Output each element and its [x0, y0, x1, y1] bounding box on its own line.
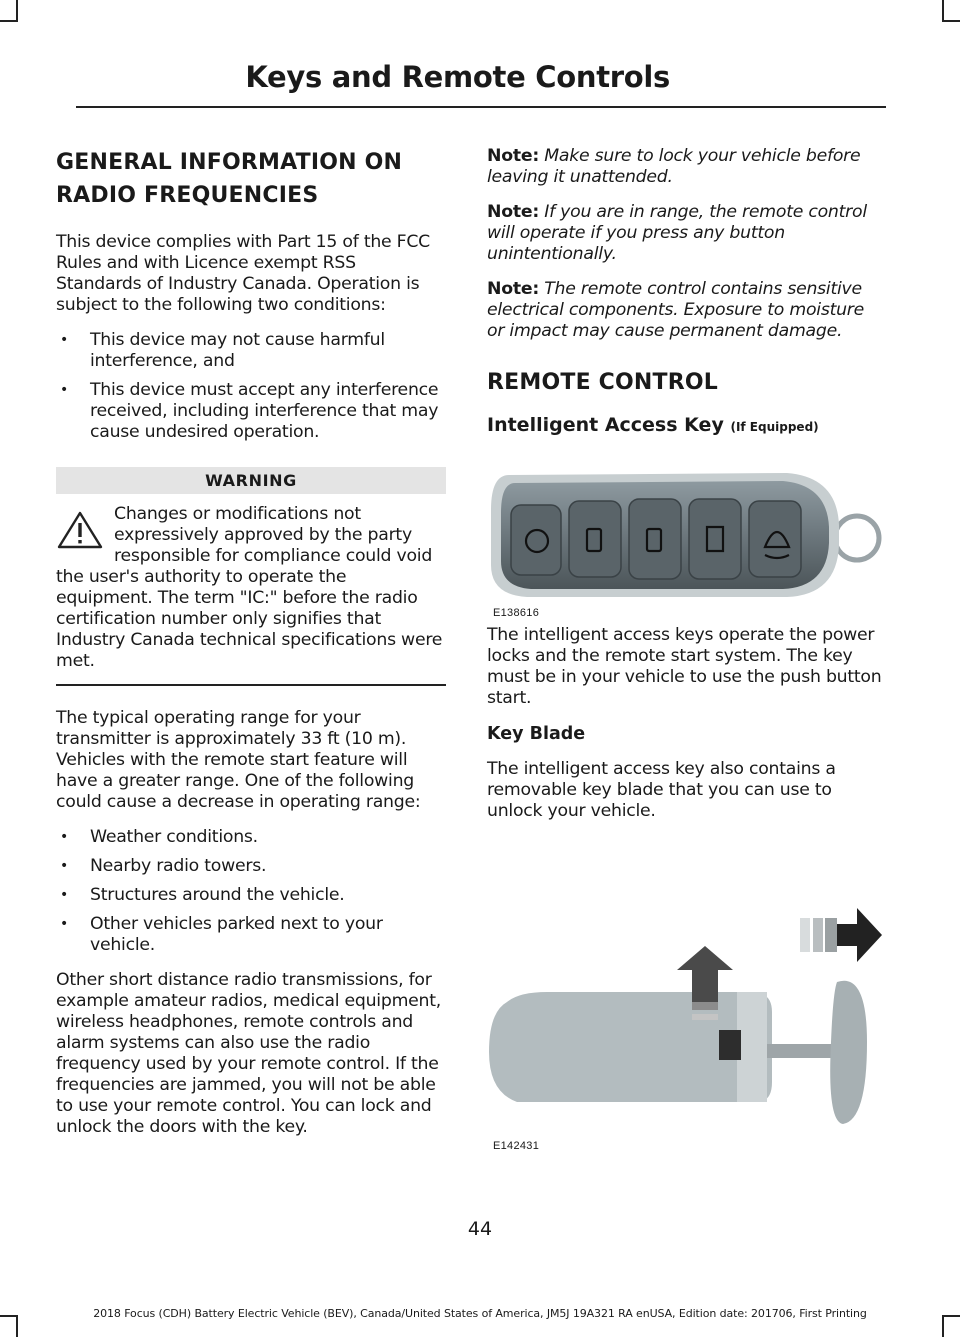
range-paragraph: The typical operating range for your transmitter is approximately 33 ft (10 m). Vehicles with the remote start feature will have a greater range. One of the following could cause a decrease in operating range: [56, 708, 421, 812]
list-item: • This device must accept any interference received, including interference that may cause undesired operation. [56, 380, 446, 443]
crop-mark [16, 0, 18, 22]
left-column [56, 146, 446, 1152]
list-item: • Nearby radio towers. [56, 856, 446, 877]
note-text: Make sure to lock your vehicle before leaving it unattended. [487, 146, 861, 187]
note-range [487, 202, 882, 265]
conditions-list [56, 330, 446, 443]
crop-mark [942, 0, 944, 22]
page-number: 44 [467, 1218, 493, 1240]
note-components [487, 279, 882, 342]
warning-box [56, 504, 446, 686]
warning-text: Changes or modifications not expressively approved by the party responsible for compliance could void the user's authority to operate the equipment. The term "IC:" before the radio certification number only signifies that Industry Canada technical specifications were met. [56, 504, 443, 671]
header-divider [76, 106, 886, 108]
closing-paragraph: Other short distance radio transmissions, for example amateur radios, medical equipment, wireless headphones, remote controls and alarm systems can also use the radio frequency used by your remote control. If the frequencies are jammed, you will not be able to use your remote control. You can lock and unlock the doors with the key. [56, 970, 442, 1137]
note-label: Note: [487, 279, 539, 299]
list-item: • Other vehicles parked next to your vehicle. [56, 914, 446, 956]
section-heading-remote: REMOTE CONTROL [487, 370, 718, 395]
subheading-suffix: (If Equipped) [730, 420, 819, 434]
subheading-intelligent-key [487, 413, 882, 439]
intro-paragraph: This device complies with Part 15 of the FCC Rules and with Licence exempt RSS Standards of Industry Canada. Operation is subject to the following two conditions: [56, 232, 430, 315]
warning-triangle-icon [56, 510, 104, 550]
list-item: • This device may not cause harmful interference, and [56, 330, 446, 372]
key-fob-illustration [487, 455, 882, 605]
blade-paragraph: The intelligent access key also contains a removable key blade that you can use to unlock your vehicle. [487, 759, 836, 821]
key-paragraph: The intelligent access keys operate the power locks and the remote start system. The key must be in your vehicle to use the push button start. [487, 625, 882, 708]
warning-header: WARNING [56, 467, 446, 494]
key-blade-illustration [487, 852, 882, 1137]
range-factors-list [56, 827, 446, 956]
page-title: Keys and Remote Controls [245, 60, 670, 94]
right-column [487, 146, 882, 1162]
note-text: The remote control contains sensitive electrical components. Exposure to moisture or impact may cause permanent damage. [487, 279, 865, 341]
figure-key-blade [487, 852, 882, 1162]
footer-text: 2018 Focus (CDH) Battery Electric Vehicle (BEV), Canada/United States of America, JM5J 19A321 RA enUSA, Edition date: 201706, First Printing [93, 1307, 867, 1320]
crop-mark [942, 20, 960, 22]
note-text: If you are in range, the remote control will operate if you press any button unintentionally. [487, 202, 867, 264]
figure-id: E138616 [493, 607, 540, 619]
note-label: Note: [487, 202, 539, 222]
note-label: Note: [487, 146, 539, 166]
section-heading-radio: GENERAL INFORMATION ON RADIO FREQUENCIES [56, 150, 403, 208]
list-item: • Structures around the vehicle. [56, 885, 446, 906]
list-item: • Weather conditions. [56, 827, 446, 848]
crop-mark [0, 20, 18, 22]
subheading-key-blade: Key Blade [487, 724, 586, 744]
figure-id: E142431 [493, 1140, 540, 1152]
subheading-text: Intelligent Access Key [487, 414, 724, 436]
note-lock [487, 146, 882, 188]
figure-intelligent-key [487, 455, 882, 625]
